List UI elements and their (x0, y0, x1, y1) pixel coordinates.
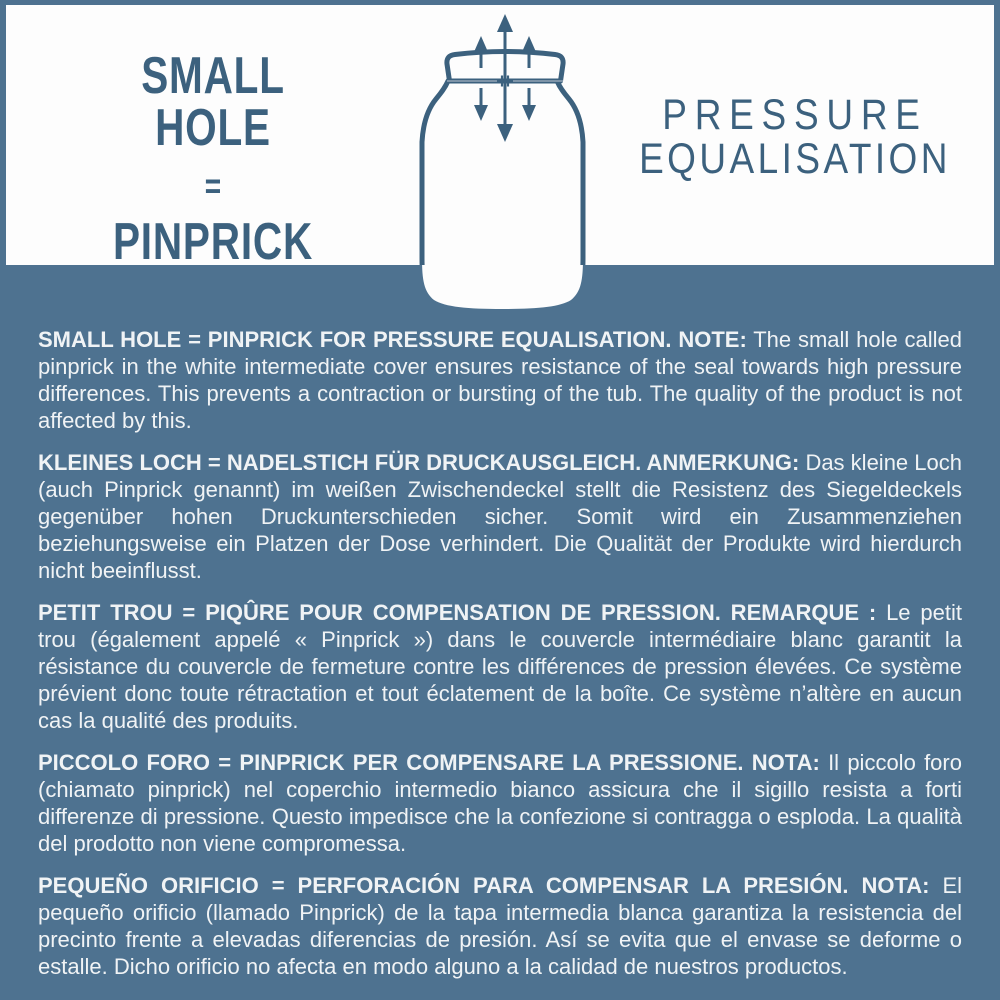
jar-illustration-svg (0, 0, 1000, 330)
up-arrow-icon (522, 36, 536, 52)
paragraph-es-body: El pequeño orificio (llamado Pinprick) de la tapa intermedia blanca garantiza la resistencia del precinto frente a elevadas diferencias de presión. Así se evita que el envase se deforme o estalle. Dicho orificio no afecta en modo alguno a la calidad de nuestros productos. (38, 873, 962, 979)
jar-body (422, 81, 583, 309)
left-title-line2: PINPRICK (112, 213, 314, 271)
right-title-line2: EQUALISATION (639, 135, 951, 183)
paragraph-it-body: Il piccolo foro (chiamato pinprick) nel coperchio intermedio bianco assicura che il sigillo resista a forti differenze di pressione. Questo impedisce che la confezione si contragga o esploda. La qualità del prodotto non viene compromessa. (38, 750, 962, 856)
paragraph-en (38, 326, 962, 434)
equals-sign: = (204, 165, 222, 206)
paragraph-it (38, 749, 962, 857)
paragraph-fr (38, 599, 962, 734)
jar-illustration (0, 0, 1000, 330)
paragraph-fr-heading: PETIT TROU = PIQÛRE POUR COMPENSATION DE PRESSION. REMARQUE : (38, 600, 877, 625)
left-title-line1: SMALL HOLE (141, 47, 285, 157)
paragraph-en-heading: SMALL HOLE = PINPRICK FOR PRESSURE EQUALISATION. NOTE: (38, 327, 747, 352)
paragraph-es-heading: PEQUEÑO ORIFICIO = PERFORACIÓN PARA COMPENSAR LA PRESIÓN. NOTA: (38, 873, 930, 898)
paragraph-de (38, 449, 962, 584)
multilingual-text-section (38, 326, 962, 995)
up-arrow-icon (497, 14, 513, 32)
paragraph-it-heading: PICCOLO FORO = PINPRICK PER COMPENSARE LA PRESSIONE. NOTA: (38, 750, 820, 775)
paragraph-de-body: Das kleine Loch (auch Pinprick genannt) im weißen Zwischendeckel stellt die Resistenz des Siegeldeckels gegenüber hohen Druckunterschieden sicher. Somit wird ein Zusammenziehen beziehungsweise ein Platzen der Dose verhindert. Die Qualität der Produkte wird hierdurch nicht beeinflusst. (38, 450, 962, 583)
up-arrow-icon (474, 36, 488, 52)
paragraph-es (38, 872, 962, 980)
paragraph-fr-body: Le petit trou (également appelé « Pinprick ») dans le couvercle intermédiaire blanc garantit la résistance du couvercle de fermeture contre les différences de pression élevées. Ce système prévient donc toute rétractation et tout éclatement de la boîte. Ce système n’altère en aucun cas la qualité des produits. (38, 600, 962, 733)
paragraph-en-body: The small hole called pinprick in the white intermediate cover ensures resistance of the seal towards high pressure differences. This prevents a contraction or bursting of the tub. The quality of the product is not affected by this. (38, 327, 962, 433)
paragraph-de-heading: KLEINES LOCH = NADELSTICH FÜR DRUCKAUSGLEICH. ANMERKUNG: (38, 450, 800, 475)
right-title-line1: PRESSURE (662, 91, 928, 139)
